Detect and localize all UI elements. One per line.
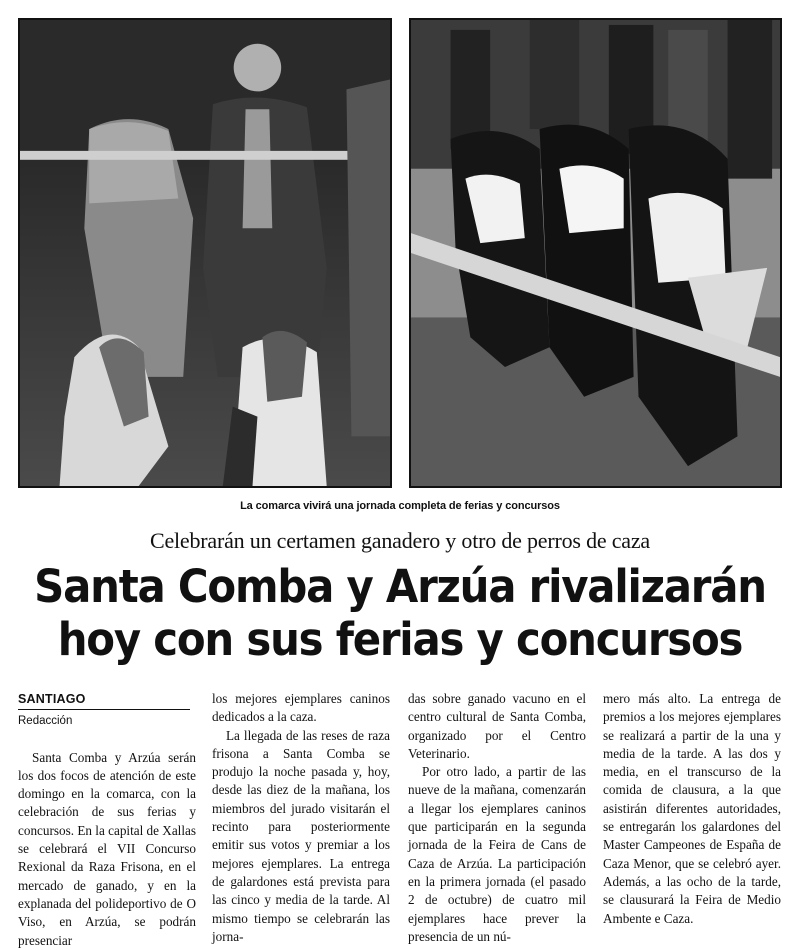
byline-desk: Redacción xyxy=(18,715,73,728)
kicker: Celebrarán un certamen ganadero y otro de perros de caza xyxy=(149,528,651,553)
paragraph: das sobre ganado vacuno en el centro cultural de Santa Comba, organizado por el Centro Veterinario. xyxy=(408,691,586,761)
headline-line-2: hoy con sus ferias y concursos xyxy=(57,613,743,666)
photo-hunting-dogs xyxy=(18,18,392,488)
article-column-1 xyxy=(18,690,196,950)
paragraph: los mejores ejemplares caninos dedicados a la caza. xyxy=(212,691,390,725)
headline xyxy=(28,560,772,666)
headline-line-1: Santa Comba y Arzúa rivalizarán xyxy=(34,560,766,613)
paragraph: Por otro lado, a partir de las nueve de la mañana, comenzarán a llegar los ejemplares caninos que participarán en la segunda jornada de la Feira de Cans de Caza de Arzúa. La participación en la primera jornada (el pasado 2 de octubre) de cuatro mil ejemplares hace prever la presencia de un nú- xyxy=(408,764,586,944)
paragraph: mero más alto. La entrega de premios a los mejores ejemplares se realizará a partir de la una y media de la tarde. A las dos y media, en el transcurso de la comida de clausura, a la que asistirán diferentes autoridades, se entregarán los galardones del Master Campeones de España de Caza Menor, que se celebró ayer. Además, a las ocho de la tarde, se clausurará la Feira de Medio Ambente e Caza. xyxy=(603,691,781,926)
article-column-3 xyxy=(408,690,586,946)
byline-place: SANTIAGO xyxy=(18,690,190,710)
article-column-2 xyxy=(212,690,390,946)
photo-caption: La comarca vivirá una jornada completa de ferias y concursos xyxy=(240,500,560,512)
photo-frisian-cows xyxy=(409,18,782,488)
paragraph: La llegada de las reses de raza frisona a Santa Comba se produjo la noche pasada y, hoy, desde las diez de la mañana, los miembros del jurado visitarán el recinto para posteriormente emitir sus votos y premiar a los mejores ejemplares. La entrega de galardones está prevista para las cinco y media de la tarde. Al mismo tiempo se celebrarán las jorna- xyxy=(212,727,390,944)
paragraph: Santa Comba y Arzúa serán los dos focos de atención de este domingo en la comarca, con la celebración de sus ferias y concursos. En la capital de Xallas se celebrará el VII Concurso Rexional da Raza Frisona, en el mercado de ganado, y en la explanada del polideportivo de O Viso, en Arzúa, se podrán presenciar xyxy=(18,749,196,948)
article-column-4 xyxy=(603,690,781,928)
